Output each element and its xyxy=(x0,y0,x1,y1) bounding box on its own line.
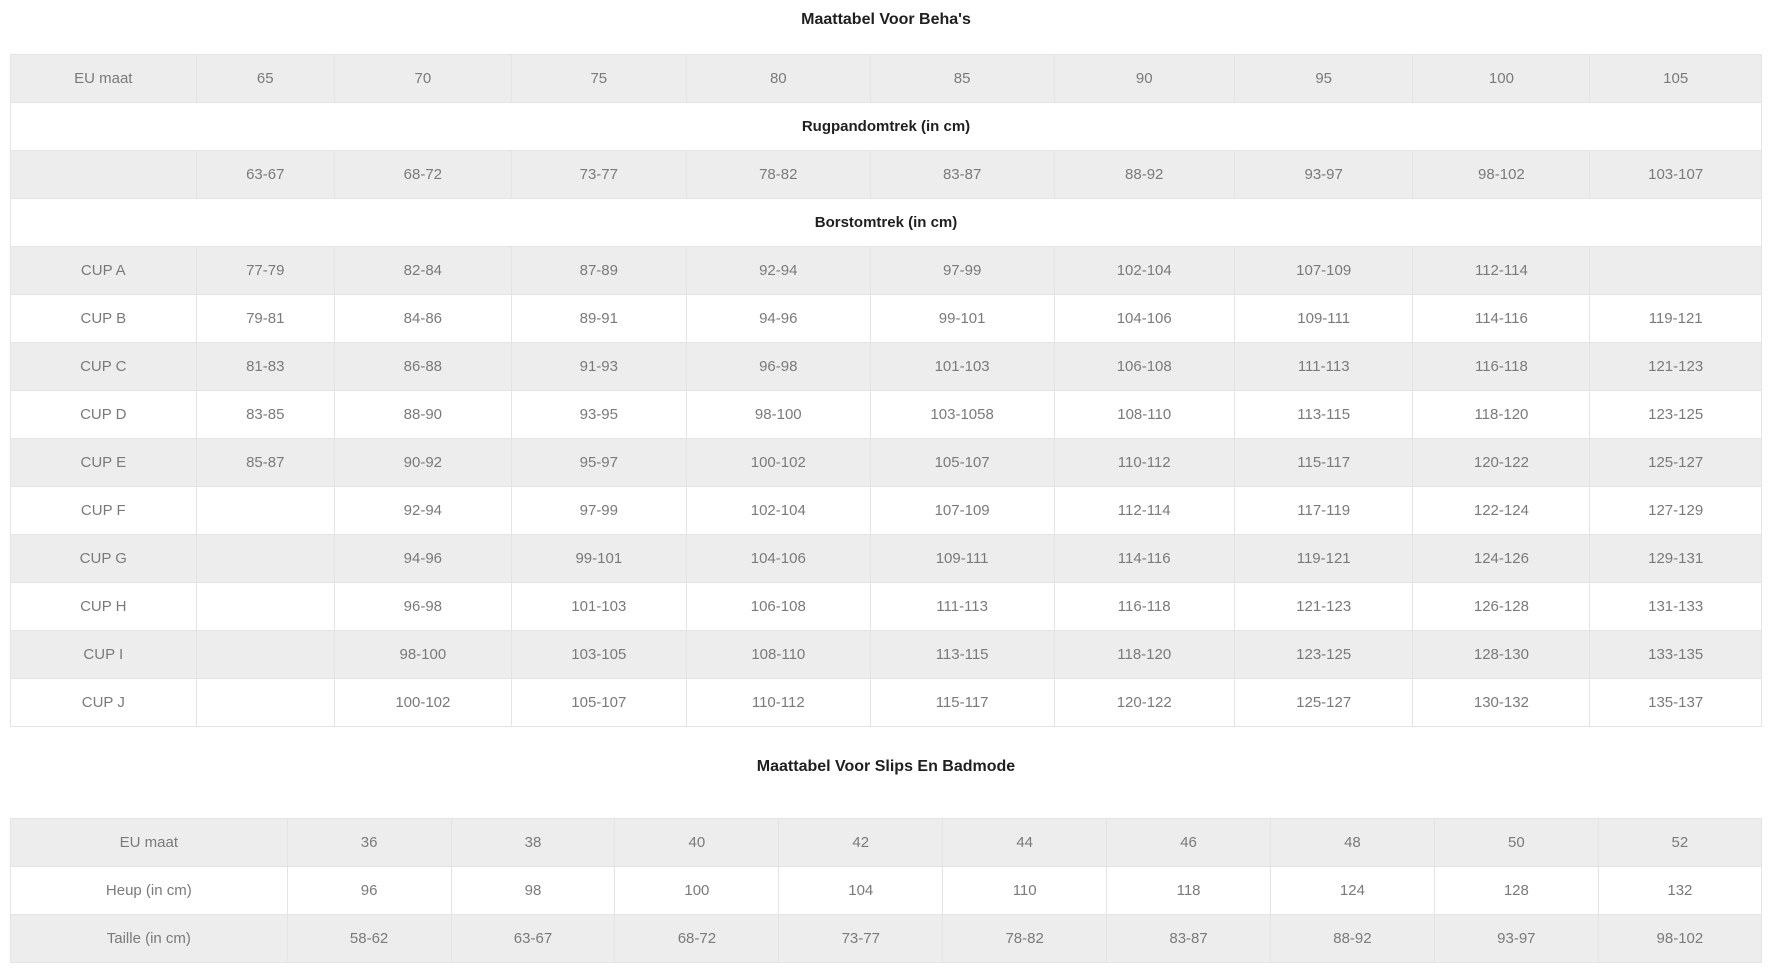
size-value-cell: 98-102 xyxy=(1413,151,1590,199)
size-value-cell: 73-77 xyxy=(779,915,943,963)
size-value-cell: 115-117 xyxy=(1234,439,1413,487)
table-row-cup-i xyxy=(11,631,1762,679)
size-value-cell: 99-101 xyxy=(870,295,1054,343)
size-value-cell: 135-137 xyxy=(1590,679,1762,727)
size-value-cell: 120-122 xyxy=(1054,679,1234,727)
size-value-cell: 97-99 xyxy=(511,487,686,535)
row-label: CUP I xyxy=(11,631,197,679)
row-label: EU maat xyxy=(11,819,288,867)
row-label: Heup (in cm) xyxy=(11,867,288,915)
size-value-cell: 98 xyxy=(451,867,615,915)
table-row-taille-in-cm xyxy=(11,915,1762,963)
size-value-cell: 94-96 xyxy=(686,295,870,343)
size-value-cell: 50 xyxy=(1434,819,1598,867)
table-row-heup-in-cm xyxy=(11,867,1762,915)
size-value-cell: 115-117 xyxy=(870,679,1054,727)
size-value-cell: 124-126 xyxy=(1413,535,1590,583)
size-value-cell: 118-120 xyxy=(1054,631,1234,679)
size-value-cell: 77-79 xyxy=(196,247,334,295)
size-value-cell: 100-102 xyxy=(334,679,511,727)
briefs-table-body xyxy=(11,819,1762,963)
size-value-cell: 92-94 xyxy=(334,487,511,535)
size-value-cell: 113-115 xyxy=(870,631,1054,679)
size-value-cell: 96 xyxy=(287,867,451,915)
table-row-cup-b xyxy=(11,295,1762,343)
bra-table-title: Maattabel Voor Beha's xyxy=(801,11,971,28)
size-value-cell: 119-121 xyxy=(1234,535,1413,583)
table-row-cup-f xyxy=(11,487,1762,535)
size-value-cell: 95 xyxy=(1234,55,1413,103)
size-value-cell xyxy=(196,583,334,631)
size-value-cell: 104-106 xyxy=(1054,295,1234,343)
size-value-cell: 132 xyxy=(1598,867,1761,915)
size-value-cell: 90 xyxy=(1054,55,1234,103)
size-value-cell: 93-97 xyxy=(1234,151,1413,199)
size-value-cell: 70 xyxy=(334,55,511,103)
size-value-cell: 131-133 xyxy=(1590,583,1762,631)
size-value-cell: 111-113 xyxy=(870,583,1054,631)
size-value-cell: 65 xyxy=(196,55,334,103)
size-value-cell: 127-129 xyxy=(1590,487,1762,535)
section-heading-row-rugpandomtrek-in-cm xyxy=(11,103,1762,151)
size-value-cell: 117-119 xyxy=(1234,487,1413,535)
size-value-cell: 111-113 xyxy=(1234,343,1413,391)
size-value-cell: 38 xyxy=(451,819,615,867)
size-value-cell: 83-87 xyxy=(870,151,1054,199)
size-value-cell: 88-92 xyxy=(1271,915,1435,963)
size-value-cell: 88-92 xyxy=(1054,151,1234,199)
size-value-cell: 90-92 xyxy=(334,439,511,487)
size-value-cell: 119-121 xyxy=(1590,295,1762,343)
row-label: Taille (in cm) xyxy=(11,915,288,963)
size-value-cell: 109-111 xyxy=(1234,295,1413,343)
size-value-cell: 92-94 xyxy=(686,247,870,295)
size-value-cell: 78-82 xyxy=(943,915,1107,963)
size-value-cell: 103-1058 xyxy=(870,391,1054,439)
size-value-cell: 106-108 xyxy=(686,583,870,631)
size-value-cell: 40 xyxy=(615,819,779,867)
size-value-cell: 85 xyxy=(870,55,1054,103)
size-value-cell: 96-98 xyxy=(686,343,870,391)
size-value-cell: 100 xyxy=(615,867,779,915)
size-value-cell: 125-127 xyxy=(1234,679,1413,727)
row-label: EU maat xyxy=(11,55,197,103)
table-row-eu-maat xyxy=(11,55,1762,103)
size-value-cell xyxy=(1590,247,1762,295)
table-row-eu-maat xyxy=(11,819,1762,867)
size-value-cell: 108-110 xyxy=(686,631,870,679)
size-value-cell: 93-97 xyxy=(1434,915,1598,963)
size-value-cell: 91-93 xyxy=(511,343,686,391)
table-row-cup-d xyxy=(11,391,1762,439)
size-value-cell: 95-97 xyxy=(511,439,686,487)
size-value-cell: 78-82 xyxy=(686,151,870,199)
size-value-cell: 101-103 xyxy=(511,583,686,631)
row-label: CUP B xyxy=(11,295,197,343)
size-value-cell: 42 xyxy=(779,819,943,867)
size-value-cell: 102-104 xyxy=(686,487,870,535)
size-guide-page xyxy=(0,10,1772,973)
section-heading: Borstomtrek (in cm) xyxy=(11,199,1762,247)
size-value-cell: 121-123 xyxy=(1590,343,1762,391)
size-value-cell: 112-114 xyxy=(1054,487,1234,535)
size-value-cell xyxy=(196,487,334,535)
row-label: CUP E xyxy=(11,439,197,487)
size-value-cell: 98-100 xyxy=(334,631,511,679)
size-value-cell: 110 xyxy=(943,867,1107,915)
size-value-cell: 130-132 xyxy=(1413,679,1590,727)
size-value-cell: 104 xyxy=(779,867,943,915)
size-value-cell: 80 xyxy=(686,55,870,103)
size-value-cell: 85-87 xyxy=(196,439,334,487)
size-value-cell: 120-122 xyxy=(1413,439,1590,487)
size-value-cell: 73-77 xyxy=(511,151,686,199)
size-value-cell: 102-104 xyxy=(1054,247,1234,295)
size-value-cell: 110-112 xyxy=(1054,439,1234,487)
size-value-cell: 123-125 xyxy=(1234,631,1413,679)
table-row-cup-a xyxy=(11,247,1762,295)
size-value-cell: 121-123 xyxy=(1234,583,1413,631)
size-value-cell: 58-62 xyxy=(287,915,451,963)
size-value-cell: 100 xyxy=(1413,55,1590,103)
size-value-cell: 118-120 xyxy=(1413,391,1590,439)
size-value-cell: 86-88 xyxy=(334,343,511,391)
size-value-cell: 63-67 xyxy=(196,151,334,199)
size-value-cell: 106-108 xyxy=(1054,343,1234,391)
size-value-cell: 79-81 xyxy=(196,295,334,343)
size-value-cell: 114-116 xyxy=(1054,535,1234,583)
size-value-cell: 68-72 xyxy=(334,151,511,199)
size-value-cell xyxy=(196,679,334,727)
size-value-cell: 98-100 xyxy=(686,391,870,439)
size-value-cell: 105-107 xyxy=(870,439,1054,487)
size-value-cell: 103-105 xyxy=(511,631,686,679)
size-value-cell: 105-107 xyxy=(511,679,686,727)
section-heading: Rugpandomtrek (in cm) xyxy=(11,103,1762,151)
size-value-cell: 108-110 xyxy=(1054,391,1234,439)
section-heading-row-borstomtrek-in-cm xyxy=(11,199,1762,247)
size-value-cell: 75 xyxy=(511,55,686,103)
size-value-cell: 118 xyxy=(1107,867,1271,915)
table-row-cup-h xyxy=(11,583,1762,631)
table-row-cup-j xyxy=(11,679,1762,727)
size-value-cell: 123-125 xyxy=(1590,391,1762,439)
size-value-cell: 52 xyxy=(1598,819,1761,867)
size-value-cell: 83-87 xyxy=(1107,915,1271,963)
size-value-cell: 88-90 xyxy=(334,391,511,439)
bra-size-table xyxy=(10,54,1762,727)
size-value-cell: 114-116 xyxy=(1413,295,1590,343)
size-value-cell: 110-112 xyxy=(686,679,870,727)
size-value-cell: 116-118 xyxy=(1413,343,1590,391)
size-value-cell: 46 xyxy=(1107,819,1271,867)
size-value-cell: 122-124 xyxy=(1413,487,1590,535)
size-value-cell: 124 xyxy=(1271,867,1435,915)
table-row-cup-g xyxy=(11,535,1762,583)
size-value-cell: 97-99 xyxy=(870,247,1054,295)
size-value-cell: 82-84 xyxy=(334,247,511,295)
size-value-cell: 129-131 xyxy=(1590,535,1762,583)
size-value-cell: 113-115 xyxy=(1234,391,1413,439)
size-value-cell: 128 xyxy=(1434,867,1598,915)
bra-table-body xyxy=(11,55,1762,727)
size-value-cell: 116-118 xyxy=(1054,583,1234,631)
size-value-cell xyxy=(196,631,334,679)
briefs-size-table xyxy=(10,818,1762,963)
size-value-cell: 128-130 xyxy=(1413,631,1590,679)
row-label: CUP J xyxy=(11,679,197,727)
size-value-cell: 100-102 xyxy=(686,439,870,487)
size-value-cell: 103-107 xyxy=(1590,151,1762,199)
size-value-cell: 84-86 xyxy=(334,295,511,343)
size-value-cell: 96-98 xyxy=(334,583,511,631)
size-value-cell: 68-72 xyxy=(615,915,779,963)
size-value-cell: 89-91 xyxy=(511,295,686,343)
table-row-cup-c xyxy=(11,343,1762,391)
size-value-cell: 94-96 xyxy=(334,535,511,583)
size-value-cell: 81-83 xyxy=(196,343,334,391)
size-value-cell: 107-109 xyxy=(870,487,1054,535)
row-label: CUP H xyxy=(11,583,197,631)
size-value-cell: 83-85 xyxy=(196,391,334,439)
size-value-cell: 87-89 xyxy=(511,247,686,295)
size-value-cell: 104-106 xyxy=(686,535,870,583)
table-row xyxy=(11,151,1762,199)
size-value-cell: 126-128 xyxy=(1413,583,1590,631)
size-value-cell: 133-135 xyxy=(1590,631,1762,679)
size-value-cell: 98-102 xyxy=(1598,915,1761,963)
size-value-cell: 63-67 xyxy=(451,915,615,963)
row-label: CUP D xyxy=(11,391,197,439)
size-value-cell: 99-101 xyxy=(511,535,686,583)
row-label: CUP F xyxy=(11,487,197,535)
size-value-cell xyxy=(196,535,334,583)
size-value-cell: 112-114 xyxy=(1413,247,1590,295)
size-value-cell: 109-111 xyxy=(870,535,1054,583)
table-row-cup-e xyxy=(11,439,1762,487)
size-value-cell: 93-95 xyxy=(511,391,686,439)
size-value-cell: 36 xyxy=(287,819,451,867)
row-label xyxy=(11,151,197,199)
row-label: CUP A xyxy=(11,247,197,295)
size-value-cell: 105 xyxy=(1590,55,1762,103)
size-value-cell: 48 xyxy=(1271,819,1435,867)
row-label: CUP G xyxy=(11,535,197,583)
briefs-table-title: Maattabel Voor Slips En Badmode xyxy=(756,758,1016,775)
size-value-cell: 107-109 xyxy=(1234,247,1413,295)
size-value-cell: 44 xyxy=(943,819,1107,867)
size-value-cell: 101-103 xyxy=(870,343,1054,391)
size-value-cell: 125-127 xyxy=(1590,439,1762,487)
row-label: CUP C xyxy=(11,343,197,391)
